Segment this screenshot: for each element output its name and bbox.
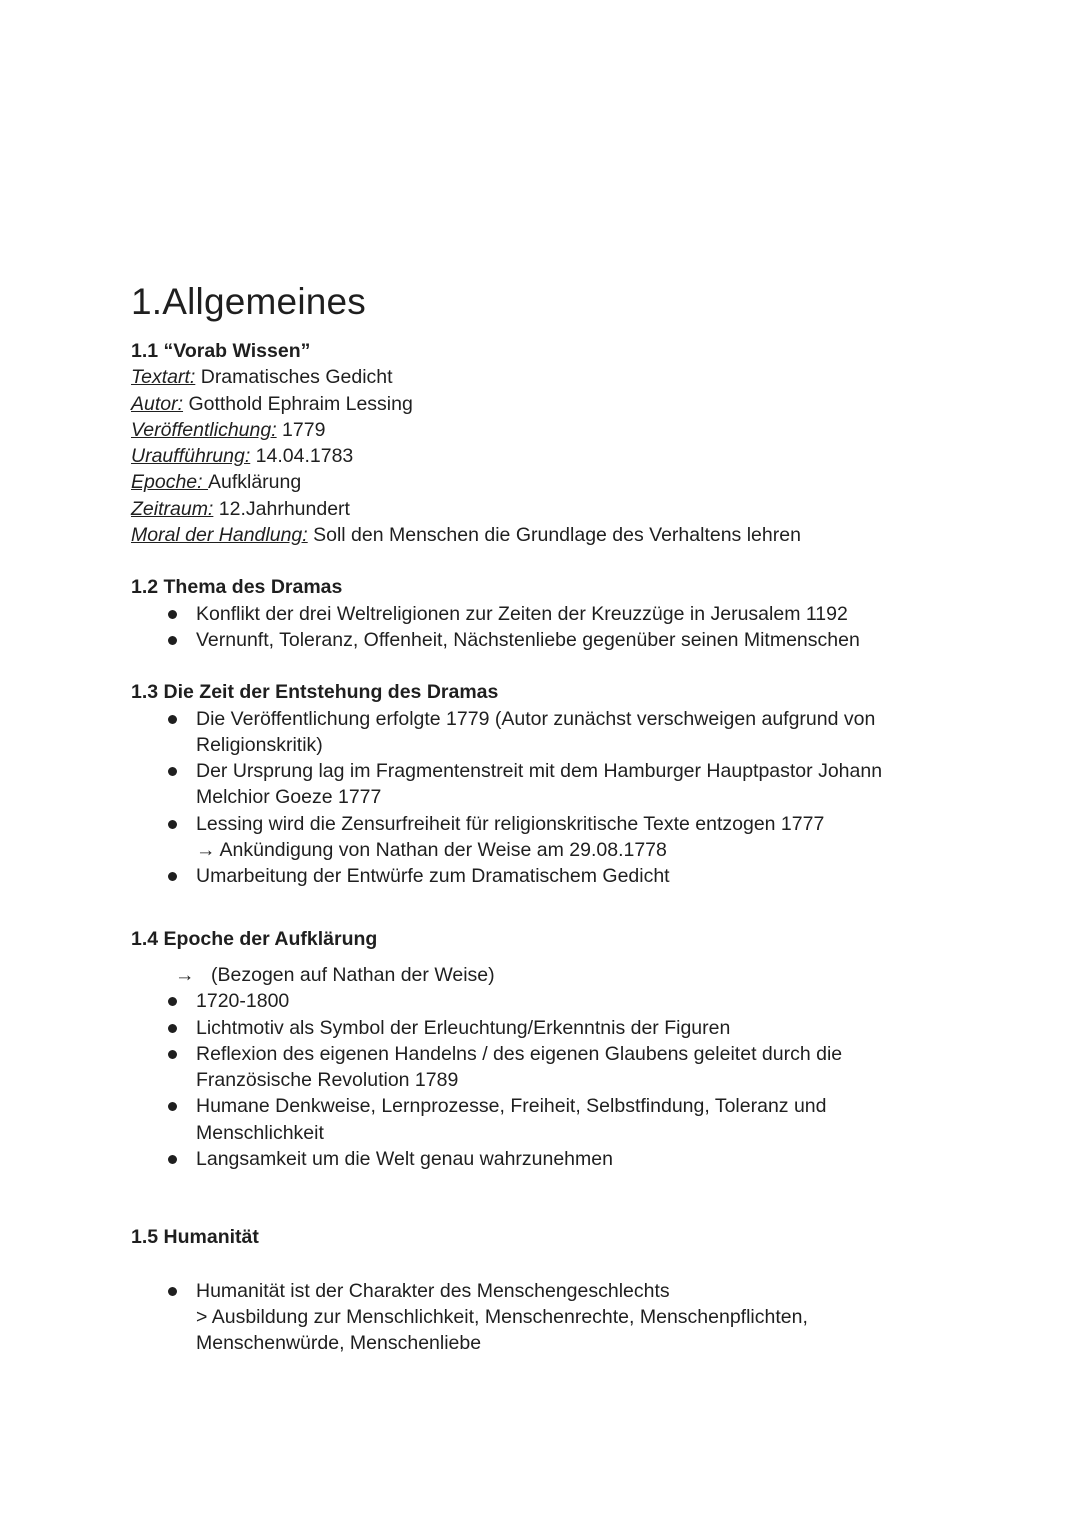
meta-row-urauffuehrung [131, 443, 951, 469]
list-item: Reflexion des eigenen Handelns / des eigenen Glaubens geleitet durch die Französische Revolution 1789 [131, 1041, 951, 1094]
meta-value: 12.Jahrhundert [213, 497, 350, 520]
meta-key: Zeitraum: [131, 497, 214, 520]
meta-key: Epoche: [131, 471, 208, 494]
list-item: Umarbeitung der Entwürfe zum Dramatischem Gedicht [131, 863, 951, 889]
section-heading: 1.4 Epoche der Aufklärung [131, 927, 378, 950]
page-title: 1.Allgemeines [131, 281, 367, 322]
list-item: Vernunft, Toleranz, Offenheit, Nächstenliebe gegenüber seinen Mitmenschen [131, 627, 951, 653]
bullet-icon [168, 1102, 177, 1111]
list-item: Die Veröffentlichung erfolgte 1779 (Autor zunächst verschweigen aufgrund von Religionskritik) [131, 706, 951, 759]
section-aufklaerung [131, 926, 951, 1173]
meta-row-textart [131, 364, 951, 390]
list-item: Lichtmotiv als Symbol der Erleuchtung/Erkenntnis der Figuren [131, 1015, 951, 1041]
meta-value: Dramatisches Gedicht [195, 366, 393, 389]
bullet-list [131, 706, 951, 890]
section-entstehung [131, 679, 951, 889]
section-thema [131, 574, 951, 653]
meta-key: Textart: [131, 366, 196, 389]
meta-value: 14.04.1783 [250, 445, 354, 468]
document-page [131, 280, 951, 1357]
bullet-icon [168, 997, 177, 1006]
section-humanitaet [131, 1224, 951, 1356]
arrow-icon: → [175, 963, 195, 986]
meta-key: Uraufführung: [131, 445, 251, 468]
bullet-icon [168, 767, 177, 776]
meta-value: Soll den Menschen die Grundlage des Verhaltens lehren [307, 524, 801, 547]
list-item: Langsamkeit um die Welt genau wahrzunehmen [131, 1146, 951, 1172]
list-item: Humane Denkweise, Lernprozesse, Freiheit, Selbstfindung, Toleranz und Menschlichkeit [131, 1093, 951, 1146]
meta-row-veroeffentlichung [131, 417, 951, 443]
bullet-list [131, 601, 951, 654]
meta-key: Veröffentlichung: [131, 418, 277, 441]
meta-key: Moral der Handlung: [131, 524, 308, 547]
bullet-icon [168, 636, 177, 645]
bullet-icon [168, 820, 177, 829]
meta-row-moral [131, 522, 951, 548]
list-item: Konflikt der drei Weltreligionen zur Zeiten der Kreuzzüge in Jerusalem 1192 [131, 601, 951, 627]
meta-value: Gotthold Ephraim Lessing [183, 392, 413, 415]
meta-row-autor [131, 391, 951, 417]
meta-row-zeitraum [131, 496, 951, 522]
section-heading: 1.2 Thema des Dramas [131, 576, 343, 599]
meta-value: Aufklärung [207, 471, 302, 494]
list-item: Der Ursprung lag im Fragmentenstreit mit dem Hamburger Hauptpastor Johann Melchior Goeze 1777 [131, 758, 951, 811]
section-heading: 1.3 Die Zeit der Entstehung des Dramas [131, 681, 499, 704]
section-heading: 1.5 Humanität [131, 1226, 259, 1249]
sub-note: > Ausbildung zur Menschlichkeit, Menschenrechte, Menschenpflichten, Menschenwürde, Menschenliebe [196, 1305, 808, 1355]
bullet-icon [168, 872, 177, 881]
section-heading: 1.1 “Vorab Wissen” [131, 340, 311, 362]
bullet-icon [168, 610, 177, 619]
list-item: Lessing wird die Zensurfreiheit für religionskritische Texte entzogen 1777 → Ankündigung von Nathan der Weise am 29.08.1778 [131, 811, 951, 864]
bullet-list [131, 1278, 951, 1357]
bullet-icon [168, 1287, 177, 1296]
meta-row-epoche [131, 469, 951, 495]
list-item: 1720-1800 [131, 988, 951, 1014]
sub-note: → Ankündigung von Nathan der Weise am 29.08.1778 [196, 839, 667, 862]
section-vorab-wissen [131, 338, 951, 548]
bullet-icon [168, 1024, 177, 1033]
meta-value: 1779 [276, 418, 326, 441]
bullet-icon [168, 715, 177, 724]
arrow-note: → (Bezogen auf Nathan der Weise) [131, 962, 951, 988]
arrow-icon: → [196, 839, 216, 862]
list-item: Humanität ist der Charakter des Menschengeschlechts > Ausbildung zur Menschlichkeit, Menschenrechte, Menschenpflichten, Menschenwürde, Menschenliebe [131, 1278, 951, 1357]
meta-key: Autor: [131, 392, 184, 415]
bullet-icon [168, 1050, 177, 1059]
bullet-icon [168, 1155, 177, 1164]
bullet-list [131, 988, 951, 1172]
